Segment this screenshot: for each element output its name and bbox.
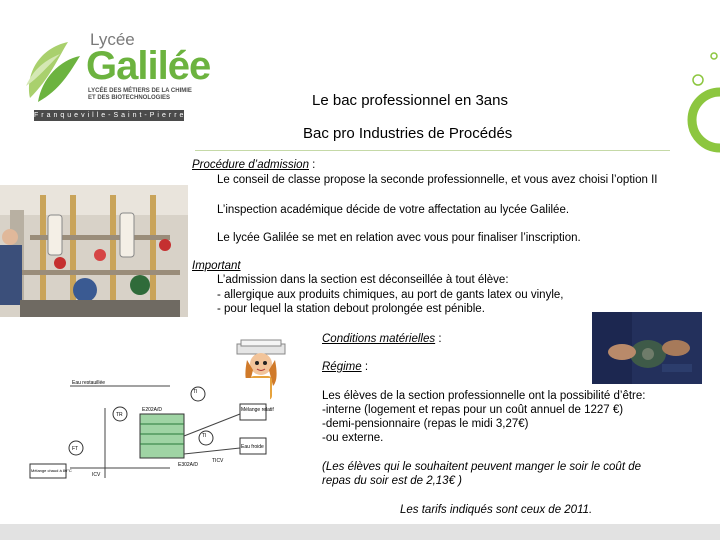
admission-colon: : (308, 159, 316, 171)
important-line-2: - allergique aux produits chimiques, au port de gants latex ou vinyle, (217, 289, 564, 301)
logo-word-lycee: Lycée (90, 30, 135, 49)
lab-equipment-photo (0, 185, 188, 317)
diagram-label: TICV (212, 458, 224, 464)
decorative-circles-icon (670, 40, 720, 150)
diagram-label: FT (72, 446, 79, 452)
diagram-label: TI (193, 389, 198, 395)
tariff-note: Les tarifs indiqués sont ceux de 2011. (400, 504, 593, 516)
admission-line-3: Le lycée Galilée se met en relation avec vous pour finaliser l’inscription. (217, 232, 581, 244)
logo-word-galilee: Galilée (86, 44, 211, 88)
diagram-label: Mélange relatif (241, 407, 274, 413)
footer-bar (0, 524, 720, 540)
admission-line-1: Le conseil de classe propose la seconde professionnelle, et vous avez choisi l’option II (217, 174, 658, 186)
regime-line-2: -interne (logement et repas pour un coût annuel de 1227 €) (322, 404, 624, 416)
diagram-label: Mélange chaud à 80°C (31, 468, 72, 473)
regime-line-3: -demi-pensionnaire (repas le midi 3,27€) (322, 418, 529, 430)
regime-line-4: -ou externe. (322, 432, 384, 444)
admission-line-2: L’inspection académique décide de votre affectation au lycée Galilée. (217, 204, 570, 216)
school-logo (20, 30, 211, 130)
conditions-heading: Conditions matérielles (322, 333, 436, 345)
title-divider (195, 150, 670, 151)
important-heading: Important (192, 260, 241, 272)
process-diagram (30, 378, 274, 490)
admission-heading-line (192, 158, 315, 172)
regime-colon: : (361, 361, 369, 373)
hands-mechanics-photo (592, 312, 702, 384)
conditions-colon: : (435, 333, 442, 345)
leaf-logo-icon (20, 38, 84, 108)
regime-note-2: repas du soir est de 2,13€ ) (322, 475, 462, 487)
page-subtitle: Bac pro Industries de Procédés (303, 125, 513, 142)
regime-heading-line (322, 360, 368, 374)
page-title: Le bac professionnel en 3ans (312, 92, 508, 109)
important-line-3: - pour lequel la station debout prolongée est pénible. (217, 303, 485, 315)
admission-heading: Procédure d’admission (192, 159, 309, 171)
diagram-label: Eau froide (241, 444, 264, 450)
diagram-label: E202A/D (142, 407, 163, 413)
important-line-1: L’admission dans la section est déconseillée à tout élève: (217, 274, 509, 286)
diagram-label: ICV (92, 472, 101, 478)
regime-note-1: (Les élèves qui le souhaitent peuvent manger le soir le coût de (322, 461, 642, 473)
diagram-label: E302A/D (178, 462, 199, 468)
diagram-label: Eau restauillée (72, 380, 106, 386)
process-diagram-drawing (30, 378, 274, 490)
logo-location-bar: Franqueville-Saint-Pierre (34, 112, 187, 119)
diagram-label: TR (116, 412, 123, 418)
conditions-heading-line (322, 332, 442, 346)
regime-line-1: Les élèves de la section professionnelle ont la possibilité d’être: (322, 390, 646, 402)
logo-subtitle: LYCÉE DES MÉTIERS DE LA CHIMIE ET DES BIOTECHNOLOGIES (88, 88, 192, 101)
diagram-label: TI (202, 433, 207, 439)
regime-heading: Régime (322, 361, 362, 373)
